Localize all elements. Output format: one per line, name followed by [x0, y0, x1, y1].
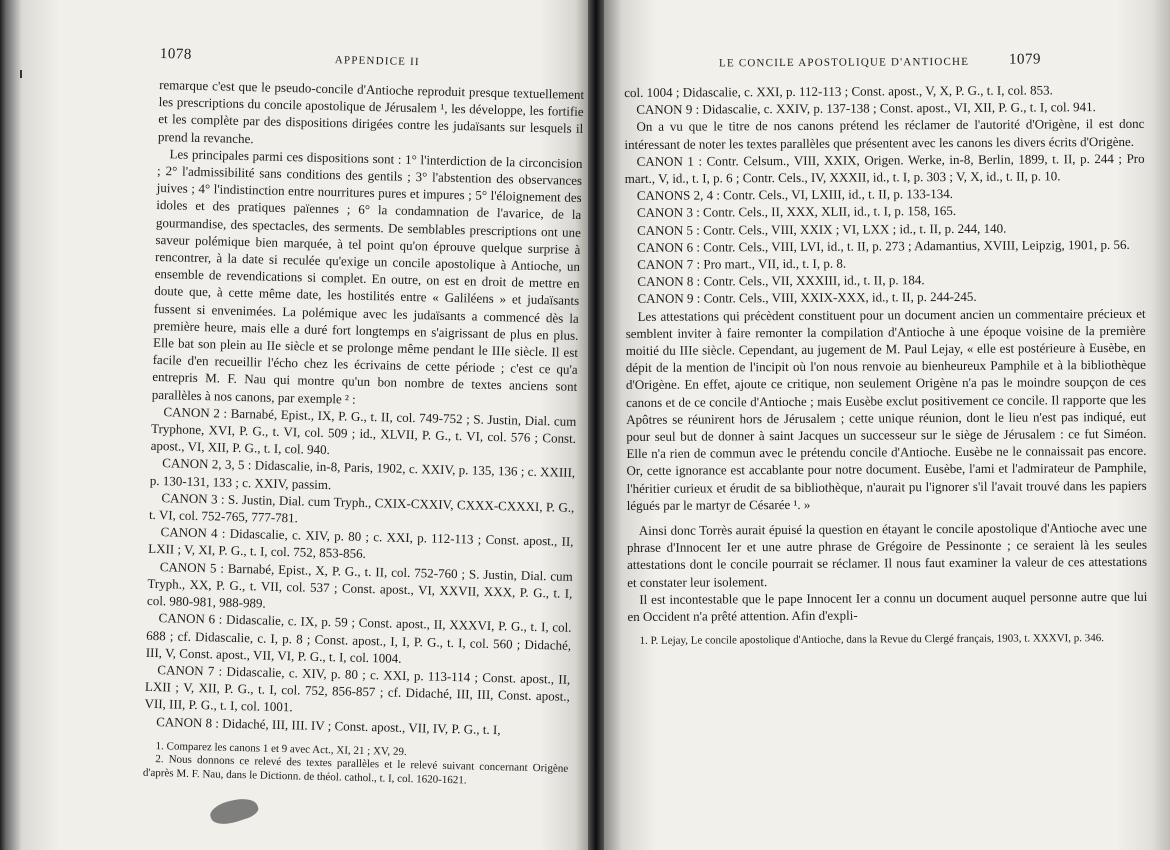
right-page-content: [624, 51, 1148, 649]
canon-reference: CANON 1 : Contr. Celsum., VIII, XXIX, Origen. Werke, in-8, Berlin, 1899, t. II, p. 244 ; Pro mart., V, id., t. I, p. 6 ; Contr. Cels., IV, XXXII, id., t. I, p. 303 ; V, X, id., t. II, p. 10.: [624, 150, 1145, 187]
paragraph: On a vu que le titre de nos canons prétend les réclamer de l'autorité d'Origène, il est donc intéressant de noter les textes parallèles que présentent avec les canons les divers écrits d'Origène.: [624, 116, 1145, 152]
canon-reference: CANON 8 : Contr. Cels., VII, XXXIII, id., t. II, p. 184.: [637, 272, 925, 290]
canon-reference: CANON 5 : Contr. Cels., VIII, XXIX ; VI, LXX ; id., t. II, p. 244, 140.: [637, 220, 1007, 238]
right-page: [596, 0, 1170, 850]
left-page-body: [144, 76, 584, 740]
canon-reference: CANON 3 : S. Justin, Dial. cum Tryph., CXIX-CXXIV, CXXX-CXXXI, P. G., t. VI, col. 752-765, 777-781.: [148, 490, 575, 526]
canon-reference: CANON 8 : Didaché, III, III. IV ; Const. apost., VII, IV, P. G., t. I,: [156, 713, 501, 737]
canon-reference: CANON 5 : Barnabé, Epist., X, P. G., t. II, col. 752-760 ; S. Justin, Dial. cum Tryph., XX, P. G., t. VII, col. 537 ; Const. apost., VI, XXVII, XXX, P. G., t. I, col. 980-981, 988-989.: [146, 558, 573, 611]
canon-reference: CANON 2 : Barnabé, Epist., IX, P. G., t. II, col. 749-752 ; S. Justin, Dial. cum Tryphone, XVI, P. G., t. VI, col. 509 ; id., XLVII, P. G., t. VI, col. 576 ; Const. apost., VI, XII, P. G., t. I, col. 940.: [150, 404, 577, 458]
canon-reference: CANON 2, 3, 5 : Didascalie, in-8, Paris, 1902, c. XXIV, p. 135, 136 ; c. XXIII, p. 130-131, 133 ; c. XXIV, passim.: [149, 455, 576, 492]
paragraph: Il est incontestable que le pape Innocent Ier a connu un document auquel personne autre que lui en Occident n'a prêté attention. Afin d'expli-: [627, 588, 1148, 625]
paragraph: Les principales parmi ces dispositions sont : 1° l'interdiction de la circoncision ; 2° l'admissibilité sans conditions des gentils ; 3° l'abstention des observances juives ; 4° l'indistinction entre nourritures pures et impures ; 5° l'éloignement des idoles et des pratiques païennes ; 6° la condamnation de l'avarice, de la gourmandise, des spectacles, des serments. De semblables prescriptions ont une saveur polémique bien marquée, à tel point qu'on éprouve quelque surprise à rencontrer, à la date si reculée qu'exige un concile apostolique à Antioche, un ensemble de revendications si complet. En outre, on est en droit de mettre en doute que, à cette même date, les hostilités entre « Galiléens » et judaïsants fussent si envenimées. La polémique avec les judaïsants a commencé dès la première heure, mais elle a duré fort longtemps en s'aigrissant de plus en plus. Elle bat son plein au IIe siècle et se prolonge même pendant le IIIe siècle. Il est facile d'en recueillir l'écho chez les écrivains de cette période ; c'est ce qu'a entrepris M. F. Nau qui montre qu'un bon nombre de textes anciens sont parallèles à nos canons, par exemple ² :: [151, 146, 583, 407]
canon-reference: CANONS 2, 4 : Contr. Cels., VI, LXIII, id., t. II, p. 133-134.: [636, 186, 953, 204]
canon-reference: CANON 9 : Didascalie, c. XXIV, p. 137-138 ; Const. apost., VI, XII, P. G., t. I, col. 941.: [636, 99, 1096, 118]
canon-reference: CANON 3 : Contr. Cels., II, XXX, XLII, id., t. I, p. 158, 165.: [636, 203, 957, 221]
paragraph: Ainsi donc Torrès aurait épuisé la question en étayant le concile apostolique d'Antioche avec une phrase d'Innocent Ier et une autre phrase de Grégoire de Pessinonte ; ce seraient là les seules attestations dont le concile pourrait se réclamer. Il nous faut examiner la valeur de ces attestations et constater leur isolement.: [626, 519, 1148, 590]
canon-reference: CANON 7 : Didascalie, c. XIV, p. 80 ; c. XXI, p. 113-114 ; Const. apost., II, LXII ; V, XII, P. G., t. I, col. 752, 856-857 ; cf. Didaché, III, III, Const. apost., VII, III, P. G., t. I, col. 1001.: [144, 662, 571, 715]
right-footnotes: [628, 632, 1148, 649]
page-number-right: 1079: [1008, 51, 1042, 68]
paragraph: Les attestations qui précèdent constituent pour un document ancien un commentaire précieux et semblent inviter à faire remonter la compilation d'Antioche à une époque voisine de la première moitié du IIIe siècle. Cependant, au jugement de M. Paul Lejay, « elle est postérieure à Eusèbe, en dépit de la mention de l'incipit où l'on nous renvoie au bienheureux Pamphile et à la bibliothèque d'Origène. En effet, ajoute ce critique, non seulement Origène n'a pas le moindre soupçon de ces canons et de ce concile d'Antioche ; mais Eusèbe exclut positivement ce concile. Il rapporte que les Apôtres se réunirent hors de Jérusalem ; cette unique réunion, dont le lieu n'est pas indiqué, eut pour seul but de donner à saint Jacques un successeur sur le siège de Jérusalem : ce fut Siméon. Elle n'a rien de commun avec le prétendu concile d'Antioche. Eusèbe ne le connaissait pas encore. Or, cette ignorance est accablante pour notre document. Eusèbe, l'ami et l'admirateur de Pamphile, l'héritier curieux et érudit de sa bibliothèque, n'aurait pu l'ignorer s'il l'avait trouvé dans les papiers légués par le martyr de Césarée ¹. »: [625, 305, 1147, 513]
canon-reference: CANON 9 : Contr. Cels., VIII, XXIX-XXX, id., t. II, p. 244-245.: [637, 289, 977, 307]
canon-reference: col. 1004 ; Didascalie, c. XXI, p. 112-113 ; Const. apost., V, X, P. G., t. I, col. 853.: [624, 82, 1053, 100]
page-edge-mark: [20, 70, 22, 78]
right-page-header: [624, 51, 1144, 84]
footnote: 1. Comparez les canons 1 et 9 avec Act., XI, 21 ; XV, 29.: [155, 739, 407, 758]
paragraph: remarque c'est que le pseudo-concile d'Antioche reproduit presque textuellement les prescriptions du concile apostolique de Jérusalem ¹, les développe, les fortifie et les complète par des dispositions dirigées contre les judaïsants sur lesquels il prend la revanche.: [157, 76, 585, 146]
canon-reference: CANON 7 : Pro mart., VII, id., t. I, p. 8.: [637, 255, 847, 272]
book-gutter: [588, 0, 604, 850]
canon-reference: CANON 6 : Didascalie, c. IX, p. 59 ; Const. apost., II, XXXVI, P. G., t. I, col. 688 ; cf. Didascalie, c. I, p. 8 ; Const. apost., I, I, P. G., t. I, col. 560 ; Didaché, III, V, Const. apost., VII, VI, P. G., t. I, col. 1004.: [145, 610, 572, 666]
running-title-left: APPENDICE II: [334, 54, 420, 69]
right-page-body: [624, 81, 1147, 625]
canon-reference: CANON 6 : Contr. Cels., VIII, LVI, id., t. II, p. 273 ; Adamantius, XVIII, Leipzig, 1901, p. 56.: [637, 236, 1130, 255]
ink-smudge: [208, 793, 260, 829]
left-page-content: [142, 46, 585, 790]
left-footnotes: [143, 740, 569, 791]
canon-reference: CANON 4 : Didascalie, c. XIV, p. 80 ; c. XXI, p. 112-113 ; Const. apost., II, LXII ; V, XI, P. G., t. I, col. 752, 853-856.: [148, 524, 574, 562]
page-number-left: 1078: [159, 46, 193, 63]
footnote: 2. Nous donnons ce relevé des textes parallèles et le relevé suivant concernant Origène d'après M. F. Nau, dans le Dictionn. de théol. cathol., t. I, col. 1620-1621.: [142, 753, 569, 787]
running-title-right: LE CONCILE APOSTOLIQUE D'ANTIOCHE: [718, 55, 970, 70]
footnote: 1. P. Lejay, Le concile apostolique d'Antioche, dans la Revue du Clergé français, 1903, t. XXXVI, p. 346.: [639, 632, 1105, 648]
